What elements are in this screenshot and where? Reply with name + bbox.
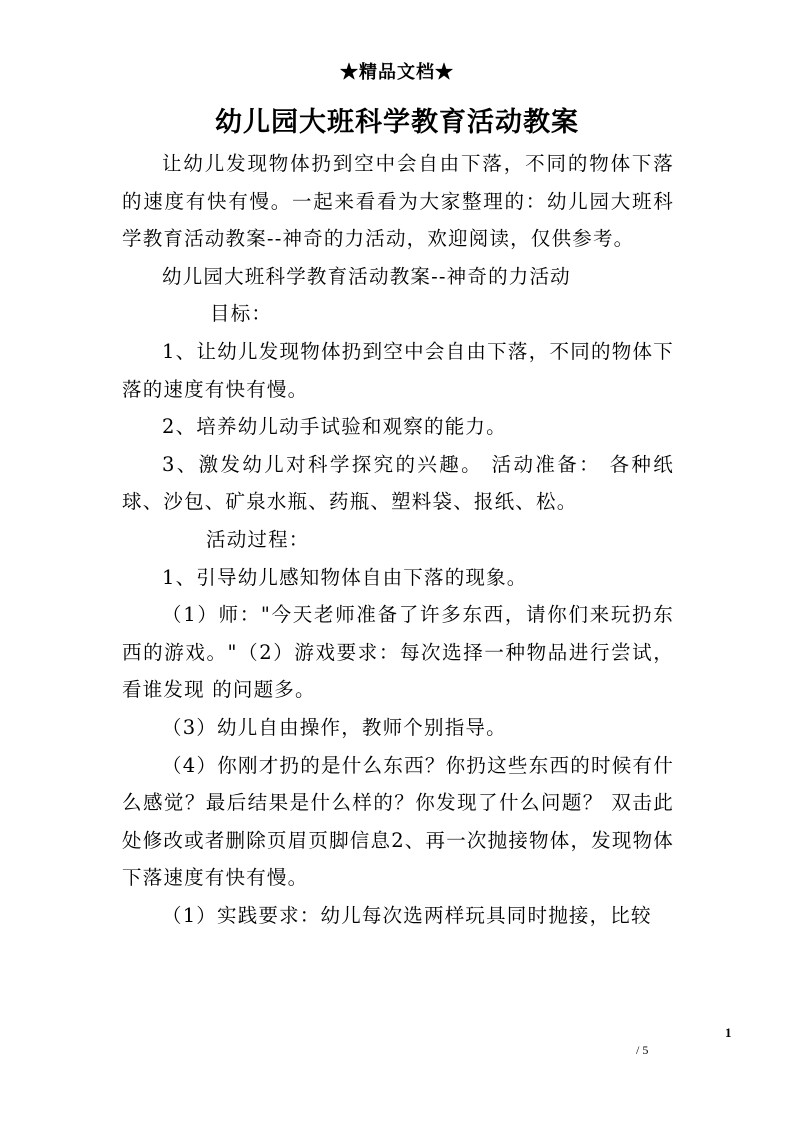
process-step-1-1: （1）师："今天老师准备了许多东西，请你们来玩扔东 西的游戏。"（2）游戏要求：每次选择一种物品进行尝试，看谁发现 的问题多。 [122, 603, 674, 702]
goal-item-2: 2、培养幼儿动手试验和观察的能力。 [162, 415, 507, 439]
document-body [122, 145, 674, 934]
process-step-1: 1、引导幼儿感知物体自由下落的现象。 [162, 565, 528, 589]
page-header: ★精品文档★ [340, 62, 454, 83]
process-step-2-1: （1）实践要求：幼儿每次选两样玩具同时抛接，比较 [162, 903, 652, 927]
intro-paragraph: 让幼儿发现物体扔到空中会自由下落，不同的物体下落的速度有快有慢。一起来看看为大家整理的：幼儿园大班科学教育活动教案--神奇的力活动，欢迎阅读，仅供参考。 [122, 152, 674, 251]
process-step-1-4: （4）你刚才扔的是什么东西？你扔这些东西的时候有什 么感觉？最后结果是什么样的？你发现了什么问题？ 双击此处修改或者删除页眉页脚信息2、再一次抛接物体，发现物体下落速度有快有慢。 [122, 753, 674, 890]
document-title: 幼儿园大班科学教育活动教案 [215, 107, 579, 138]
goal-item-1: 1、让幼儿发现物体扔到空中会自由下落，不同的物体下落的速度有快有慢。 [122, 339, 674, 401]
goals-heading: 目标： [210, 302, 273, 326]
process-step-1-3: （3）幼儿自由操作，教师个别指导。 [162, 715, 507, 739]
subtitle-paragraph: 幼儿园大班科学教育活动教案--神奇的力活动 [162, 264, 571, 288]
page-total: / 5 [636, 1043, 649, 1057]
page-number: 1 [725, 1025, 732, 1040]
goal-item-3: 3、激发幼儿对科学探究的兴趣。 活动准备： 各种纸球、沙包、矿泉水瓶、药瓶、塑料袋、报纸、松。 [122, 452, 674, 514]
process-heading: 活动过程： [206, 527, 310, 551]
